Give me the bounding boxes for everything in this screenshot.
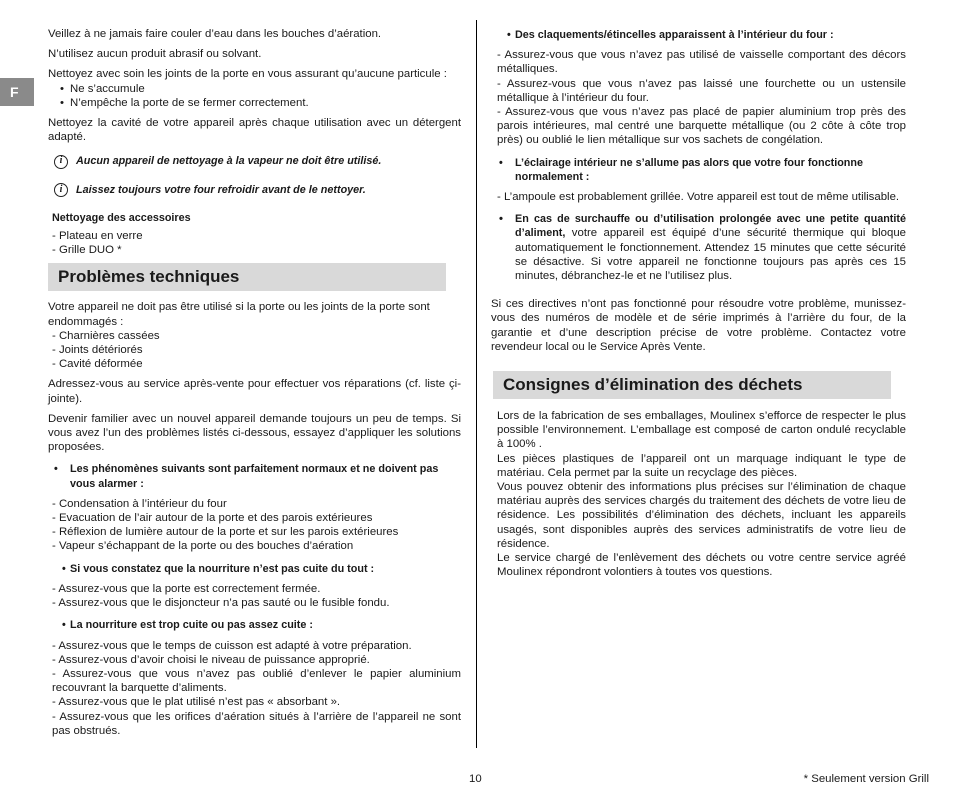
list-item: - Assurez-vous que vous n’avez pas placé de papier aluminium trop près des parois intérieures, mal centré une barquette métallique (ou 2 côte à côte trop près) ou oublié le lien métallique sur vos sachets de congélation.: [497, 106, 906, 147]
list-item: - Assurez-vous que le plat utilisé n’est pas « absorbant ».: [52, 696, 341, 709]
paragraph: Nettoyez la cavité de votre appareil après chaque utilisation avec un détergent adapté.: [48, 117, 461, 144]
right-column: [493, 27, 906, 580]
bullet-item: • Ne s’accumule: [60, 82, 145, 95]
paragraph: Votre appareil ne doit pas être utilisé si la porte ou les joints de la porte sont endommagés :: [48, 301, 430, 328]
list-item: - Evacuation de l’air autour de la porte et des parois extérieures: [52, 512, 373, 525]
section-title: Problèmes techniques: [48, 263, 446, 291]
list-item: - Assurez-vous que vous n’avez pas laissé une fourchette ou un ustensile métallique à l’intérieur du four.: [497, 77, 906, 104]
page-number: 10: [469, 773, 482, 785]
bold-heading: • L’éclairage intérieur ne s’allume pas alors que votre four fonctionne normalement :: [499, 156, 863, 183]
paragraph: Les pièces plastiques de l’appareil ont un marquage indiquant le type de matériau. Cela permet par la suite un recyclage des pièces.: [497, 452, 906, 479]
bold-heading: • Des claquements/étincelles apparaissent à l’intérieur du four :: [507, 29, 834, 41]
paragraph: Nettoyez avec soin les joints de la porte en vous assurant qu’aucune particule :: [48, 68, 447, 81]
list-item: - Assurez-vous d’avoir choisi le niveau de puissance approprié.: [52, 653, 370, 666]
note-warning: i Aucun appareil de nettoyage à la vapeur ne doit être utilisé.: [54, 154, 461, 168]
list-item: - Assurez-vous que vous n’avez pas oublié d’enlever le papier aluminium recouvrant la barquette d’aliments.: [52, 667, 461, 695]
paragraph: Le service chargé de l’enlèvement des déchets ou votre centre service agréé Moulinex répondront volontiers à toutes vos questions.: [497, 552, 906, 579]
paragraph: Devenir familier avec un nouvel appareil demande toujours un peu de temps. Si vous avez l’un des problèmes listés ci-dessous, essayez d’appliquer les solutions proposées.: [48, 412, 461, 454]
paragraph: Vous pouvez obtenir des informations plus précises sur l’élimination de chaque matériau auprès des services chargés du traitement des déchets de votre lieu de résidence. Les possibilités d’élimination des déchets, incluant les appareils usagés, sont disponibles auprès des services administratifs de votre lieu de résidence.: [497, 481, 906, 550]
bold-heading: • La nourriture est trop cuite ou pas assez cuite :: [62, 619, 313, 632]
list-item: - Assurez-vous que le temps de cuisson est adapté à votre préparation.: [52, 639, 412, 652]
list-item: - Cavité déformée: [52, 358, 143, 371]
bullet-item: • N’empêche la porte de se fermer correctement.: [60, 96, 309, 109]
note-warning: i Laissez toujours votre four refroidir avant de le nettoyer.: [54, 183, 461, 197]
section-title: Consignes d’élimination des déchets: [493, 371, 891, 399]
footnote: * Seulement version Grill: [803, 773, 929, 785]
info-icon: i: [54, 155, 68, 169]
bold-heading: • Si vous constatez que la nourriture n’est pas cuite du tout :: [62, 562, 375, 575]
subheading: Nettoyage des accessoires: [52, 211, 191, 224]
paragraph: • En cas de surchauffe ou d’utilisation prolongée avec une petite quantité d’aliment, votre appareil est équipé d’une sécurité thermique qui bloque automatiquement le fonctionnement. Attendez 15 minutes que cette sécurité se désactive. Si votre appareil ne fonctionne toujours pas après ces 15 minutes, débranchez-le et ne l’utilisez plus.: [499, 213, 906, 283]
list-item: - Vapeur s’échappant de la porte ou des bouches d’aération: [52, 540, 354, 553]
list-item: - Réflexion de lumière autour de la porte et sur les parois extérieures: [52, 526, 399, 539]
paragraph: Adressez-vous au service après-vente pour effectuer vos réparations (cf. liste çi-jointe).: [48, 378, 461, 405]
paragraph: Lors de la fabrication de ses emballages, Moulinex s’efforce de respecter le plus possible l’environnement. L’emballage est composé de carton ondulé recyclable à 100% .: [497, 410, 906, 451]
left-column: [48, 27, 461, 738]
list-item: - Assurez-vous que les orifices d’aération situés à l’arrière de l’appareil ne sont pas obstrués.: [52, 710, 461, 737]
paragraph: Veillez à ne jamais faire couler d’eau dans les bouches d’aération.: [48, 28, 382, 40]
list-item: - Assurez-vous que vous n’avez pas utilisé de vaisselle comportant des décors métalliques.: [497, 49, 906, 76]
column-divider: [476, 20, 477, 748]
list-item: - Grille DUO *: [52, 244, 122, 257]
list-item: - Joints détériorés: [52, 344, 143, 357]
paragraph: N’utilisez aucun produit abrasif ou solvant.: [48, 48, 262, 61]
list-item: - L’ampoule est probablement grillée. Votre appareil est tout de même utilisable.: [497, 191, 900, 204]
list-item: - Condensation à l’intérieur du four: [52, 497, 227, 510]
paragraph: Si ces directives n’ont pas fonctionné pour résoudre votre problème, munissez-vous des numéros de modèle et de série imprimés à l’arrière du four, de la garantie et d’une description précise de votre problème. Contactez votre revendeur local ou le Service Après Vente.: [491, 298, 906, 353]
list-item: - Plateau en verre: [52, 230, 143, 243]
list-item: - Assurez-vous que la porte est correctement fermée.: [52, 582, 321, 595]
info-icon: i: [54, 183, 68, 197]
bold-heading: • Les phénomènes suivants sont parfaitement normaux et ne doivent pas vous alarmer :: [54, 463, 439, 490]
list-item: - Assurez-vous que le disjoncteur n’a pas sauté ou le fusible fondu.: [52, 597, 390, 610]
language-tab: F: [0, 78, 34, 106]
list-item: - Charnières cassées: [52, 329, 160, 342]
